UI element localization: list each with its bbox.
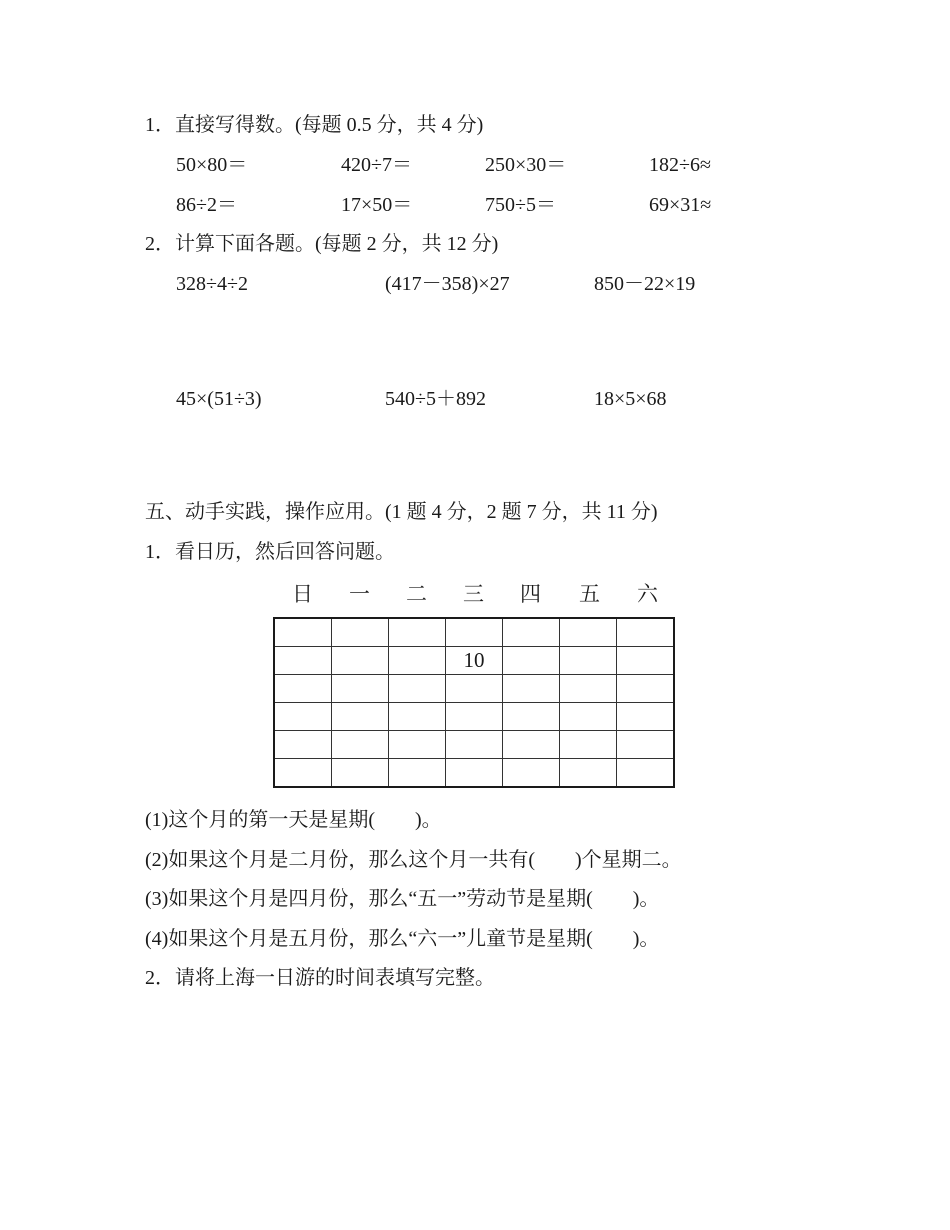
calendar-cell bbox=[560, 703, 617, 731]
calendar-cell bbox=[389, 703, 446, 731]
calendar-cell bbox=[332, 675, 389, 703]
timetable-question-title: 2．请将上海一日游的时间表填写完整。 bbox=[145, 967, 495, 989]
calendar-cell bbox=[503, 759, 560, 788]
calendar-cell bbox=[617, 703, 675, 731]
calendar-cell-marked-date: 10 bbox=[446, 647, 503, 675]
weekday-label: 二 bbox=[406, 582, 427, 606]
calendar-row bbox=[274, 647, 674, 675]
calendar-row bbox=[274, 731, 674, 759]
calendar-cell bbox=[274, 759, 332, 788]
calendar-cell bbox=[446, 759, 503, 788]
calendar-weekday-header bbox=[274, 578, 676, 606]
calendar-cell bbox=[446, 618, 503, 647]
q2-item: (417－358)×27 bbox=[385, 273, 510, 295]
q2-item: 45×(51÷3) bbox=[176, 388, 262, 410]
calendar-subquestion: (1)这个月的第一天是星期( )。 bbox=[145, 809, 442, 831]
calendar-cell bbox=[389, 647, 446, 675]
calendar-cell bbox=[503, 703, 560, 731]
calendar-cell bbox=[274, 731, 332, 759]
calendar-cell bbox=[617, 731, 675, 759]
calendar-row bbox=[274, 759, 674, 788]
q1-item: 182÷6≈ bbox=[649, 154, 711, 176]
q1-title: 1．直接写得数。(每题 0.5 分，共 4 分) bbox=[145, 114, 484, 136]
calendar-cell bbox=[274, 647, 332, 675]
calendar-cell bbox=[332, 618, 389, 647]
weekday-label: 一 bbox=[349, 582, 370, 606]
calendar-question-title: 1．看日历，然后回答问题。 bbox=[145, 541, 395, 563]
section5-title: 五、动手实践，操作应用。(1 题 4 分，2 题 7 分，共 11 分) bbox=[145, 501, 658, 523]
q1-item: 86÷2＝ bbox=[176, 194, 237, 216]
q1-item: 50×80＝ bbox=[176, 154, 248, 176]
calendar-cell bbox=[560, 618, 617, 647]
calendar-cell bbox=[446, 675, 503, 703]
calendar-cell bbox=[503, 618, 560, 647]
weekday-label: 三 bbox=[463, 582, 484, 606]
calendar-cell bbox=[617, 675, 675, 703]
calendar-subquestion: (3)如果这个月是四月份，那么“五一”劳动节是星期( )。 bbox=[145, 888, 660, 910]
calendar-cell bbox=[274, 703, 332, 731]
calendar-cell bbox=[617, 618, 675, 647]
calendar-cell bbox=[446, 731, 503, 759]
calendar-cell bbox=[560, 647, 617, 675]
calendar-cell bbox=[560, 675, 617, 703]
q1-item: 69×31≈ bbox=[649, 194, 712, 216]
calendar-cell bbox=[617, 759, 675, 788]
calendar-cell bbox=[560, 759, 617, 788]
calendar-cell bbox=[617, 647, 675, 675]
calendar-cell bbox=[503, 647, 560, 675]
calendar-cell bbox=[503, 731, 560, 759]
calendar-cell bbox=[274, 675, 332, 703]
calendar-cell bbox=[332, 759, 389, 788]
calendar-cell bbox=[274, 618, 332, 647]
weekday-label: 日 bbox=[292, 582, 313, 606]
q1-item: 250×30＝ bbox=[485, 154, 567, 176]
calendar-cell bbox=[389, 618, 446, 647]
calendar-row bbox=[274, 703, 674, 731]
calendar-subquestion: (2)如果这个月是二月份，那么这个月一共有( )个星期二。 bbox=[145, 849, 682, 871]
q2-item: 328÷4÷2 bbox=[176, 273, 248, 295]
q2-title: 2．计算下面各题。(每题 2 分，共 12 分) bbox=[145, 233, 499, 255]
calendar-cell bbox=[503, 675, 560, 703]
q2-item: 540÷5＋892 bbox=[385, 388, 486, 410]
calendar-grid bbox=[273, 617, 675, 788]
weekday-label: 六 bbox=[637, 582, 658, 606]
calendar-cell bbox=[389, 759, 446, 788]
q1-item: 750÷5＝ bbox=[485, 194, 556, 216]
q2-item: 850－22×19 bbox=[594, 273, 696, 295]
weekday-label: 四 bbox=[520, 582, 541, 606]
calendar-cell bbox=[332, 703, 389, 731]
calendar-row bbox=[274, 618, 674, 647]
calendar-subquestion: (4)如果这个月是五月份，那么“六一”儿童节是星期( )。 bbox=[145, 928, 660, 950]
weekday-label: 五 bbox=[579, 582, 600, 606]
q2-item: 18×5×68 bbox=[594, 388, 667, 410]
calendar-cell bbox=[446, 703, 503, 731]
calendar-cell bbox=[332, 647, 389, 675]
q1-item: 17×50＝ bbox=[341, 194, 413, 216]
calendar-cell bbox=[389, 731, 446, 759]
calendar-row bbox=[274, 675, 674, 703]
calendar-cell bbox=[560, 731, 617, 759]
q1-item: 420÷7＝ bbox=[341, 154, 412, 176]
calendar-cell bbox=[389, 675, 446, 703]
calendar-cell bbox=[332, 731, 389, 759]
